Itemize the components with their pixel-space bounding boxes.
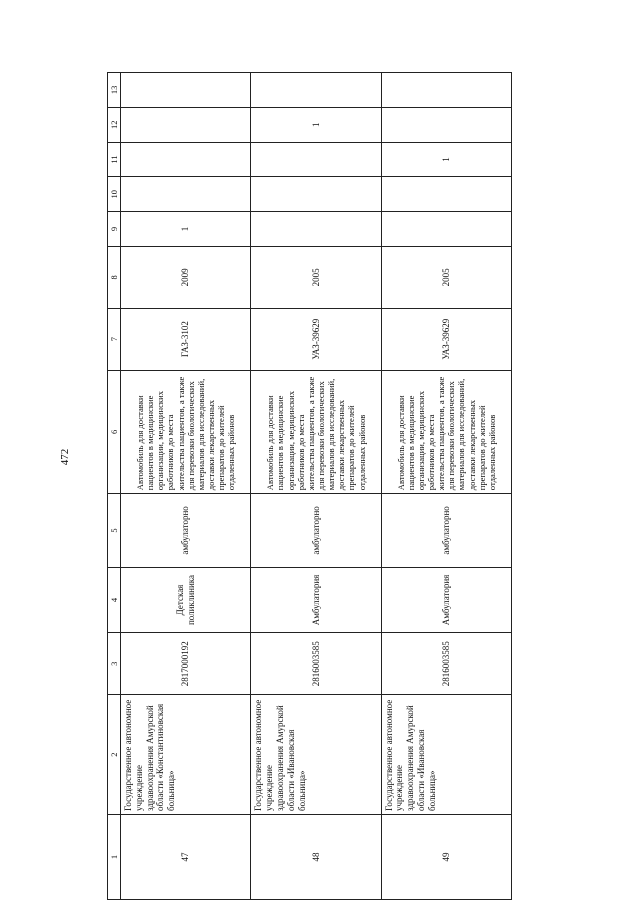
vehicle-model-cell: УАЗ-39629 (251, 308, 381, 370)
vehicle-model-cell: УАЗ-39629 (381, 308, 511, 370)
unit-cell: Амбулатория (251, 567, 381, 633)
table-row (121, 73, 251, 900)
care-type-cell: амбулаторно (251, 494, 381, 567)
care-type-cell: амбулаторно (121, 494, 251, 567)
inn-cell: 2817000192 (121, 633, 251, 695)
col-num-12: 12 (108, 107, 121, 142)
col-num-7: 7 (108, 308, 121, 370)
col-12-cell (381, 107, 511, 142)
col-13-cell (251, 73, 381, 108)
organization-cell: Государственное автономное учреждение здравоохранения Амурской области «Ивановская больница» (381, 695, 511, 815)
row-number-cell: 49 (381, 814, 511, 899)
purpose-cell: Автомобиль для доставки пациентов в медицинские организации, медицинских работников до места жительства пациентов, а также для перевозки биологических материалов для исследований, доставки лекарственных препаратов до жителей отдаленных районов (381, 370, 511, 494)
inn-cell: 2816003585 (381, 633, 511, 695)
row-number-cell: 47 (121, 814, 251, 899)
col-11-cell: 1 (381, 142, 511, 177)
col-num-11: 11 (108, 142, 121, 177)
col-12-cell (121, 107, 251, 142)
col-num-6: 6 (108, 370, 121, 494)
purpose-cell: Автомобиль для доставки пациентов в медицинские организации, медицинских работников до места жительства пациентов, а также для перевозки биологических материалов для исследований, доставки лекарственных препаратов до жителей отдаленных районов (121, 370, 251, 494)
care-type-cell: амбулаторно (381, 494, 511, 567)
inn-cell: 2816003585 (251, 633, 381, 695)
col-num-5: 5 (108, 494, 121, 567)
table-container (107, 72, 512, 900)
organization-cell: Государственное автономное учреждение здравоохранения Амурской области «Константиновская больница» (121, 695, 251, 815)
col-13-cell (381, 73, 511, 108)
page-number: 472 (59, 448, 71, 466)
unit-cell: Детская поликлиника (121, 567, 251, 633)
col-9-cell: 1 (121, 212, 251, 247)
col-9-cell (381, 212, 511, 247)
col-num-4: 4 (108, 567, 121, 633)
col-12-cell: 1 (251, 107, 381, 142)
purpose-cell: Автомобиль для доставки пациентов в медицинские организации, медицинских работников до места жительства пациентов, а также для перевозки биологических материалов для исследований, доставки лекарственных препаратов до жителей отдаленных районов (251, 370, 381, 494)
year-cell: 2005 (381, 246, 511, 308)
col-9-cell (251, 212, 381, 247)
col-10-cell (251, 177, 381, 212)
col-11-cell (121, 142, 251, 177)
year-cell: 2005 (251, 246, 381, 308)
col-num-9: 9 (108, 212, 121, 247)
organization-cell: Государственное автономное учреждение здравоохранения Амурской области «Ивановская больница» (251, 695, 381, 815)
col-num-10: 10 (108, 177, 121, 212)
vehicle-model-cell: ГАЗ-3102 (121, 308, 251, 370)
col-13-cell (121, 73, 251, 108)
table-row (251, 73, 381, 900)
vehicle-table (107, 72, 512, 900)
column-number-row (108, 73, 121, 900)
table-row (381, 73, 511, 900)
col-num-13: 13 (108, 73, 121, 108)
col-10-cell (381, 177, 511, 212)
col-num-3: 3 (108, 633, 121, 695)
col-10-cell (121, 177, 251, 212)
col-11-cell (251, 142, 381, 177)
col-num-1: 1 (108, 814, 121, 899)
unit-cell: Амбулатория (381, 567, 511, 633)
year-cell: 2009 (121, 246, 251, 308)
col-num-8: 8 (108, 246, 121, 308)
col-num-2: 2 (108, 695, 121, 815)
row-number-cell: 48 (251, 814, 381, 899)
